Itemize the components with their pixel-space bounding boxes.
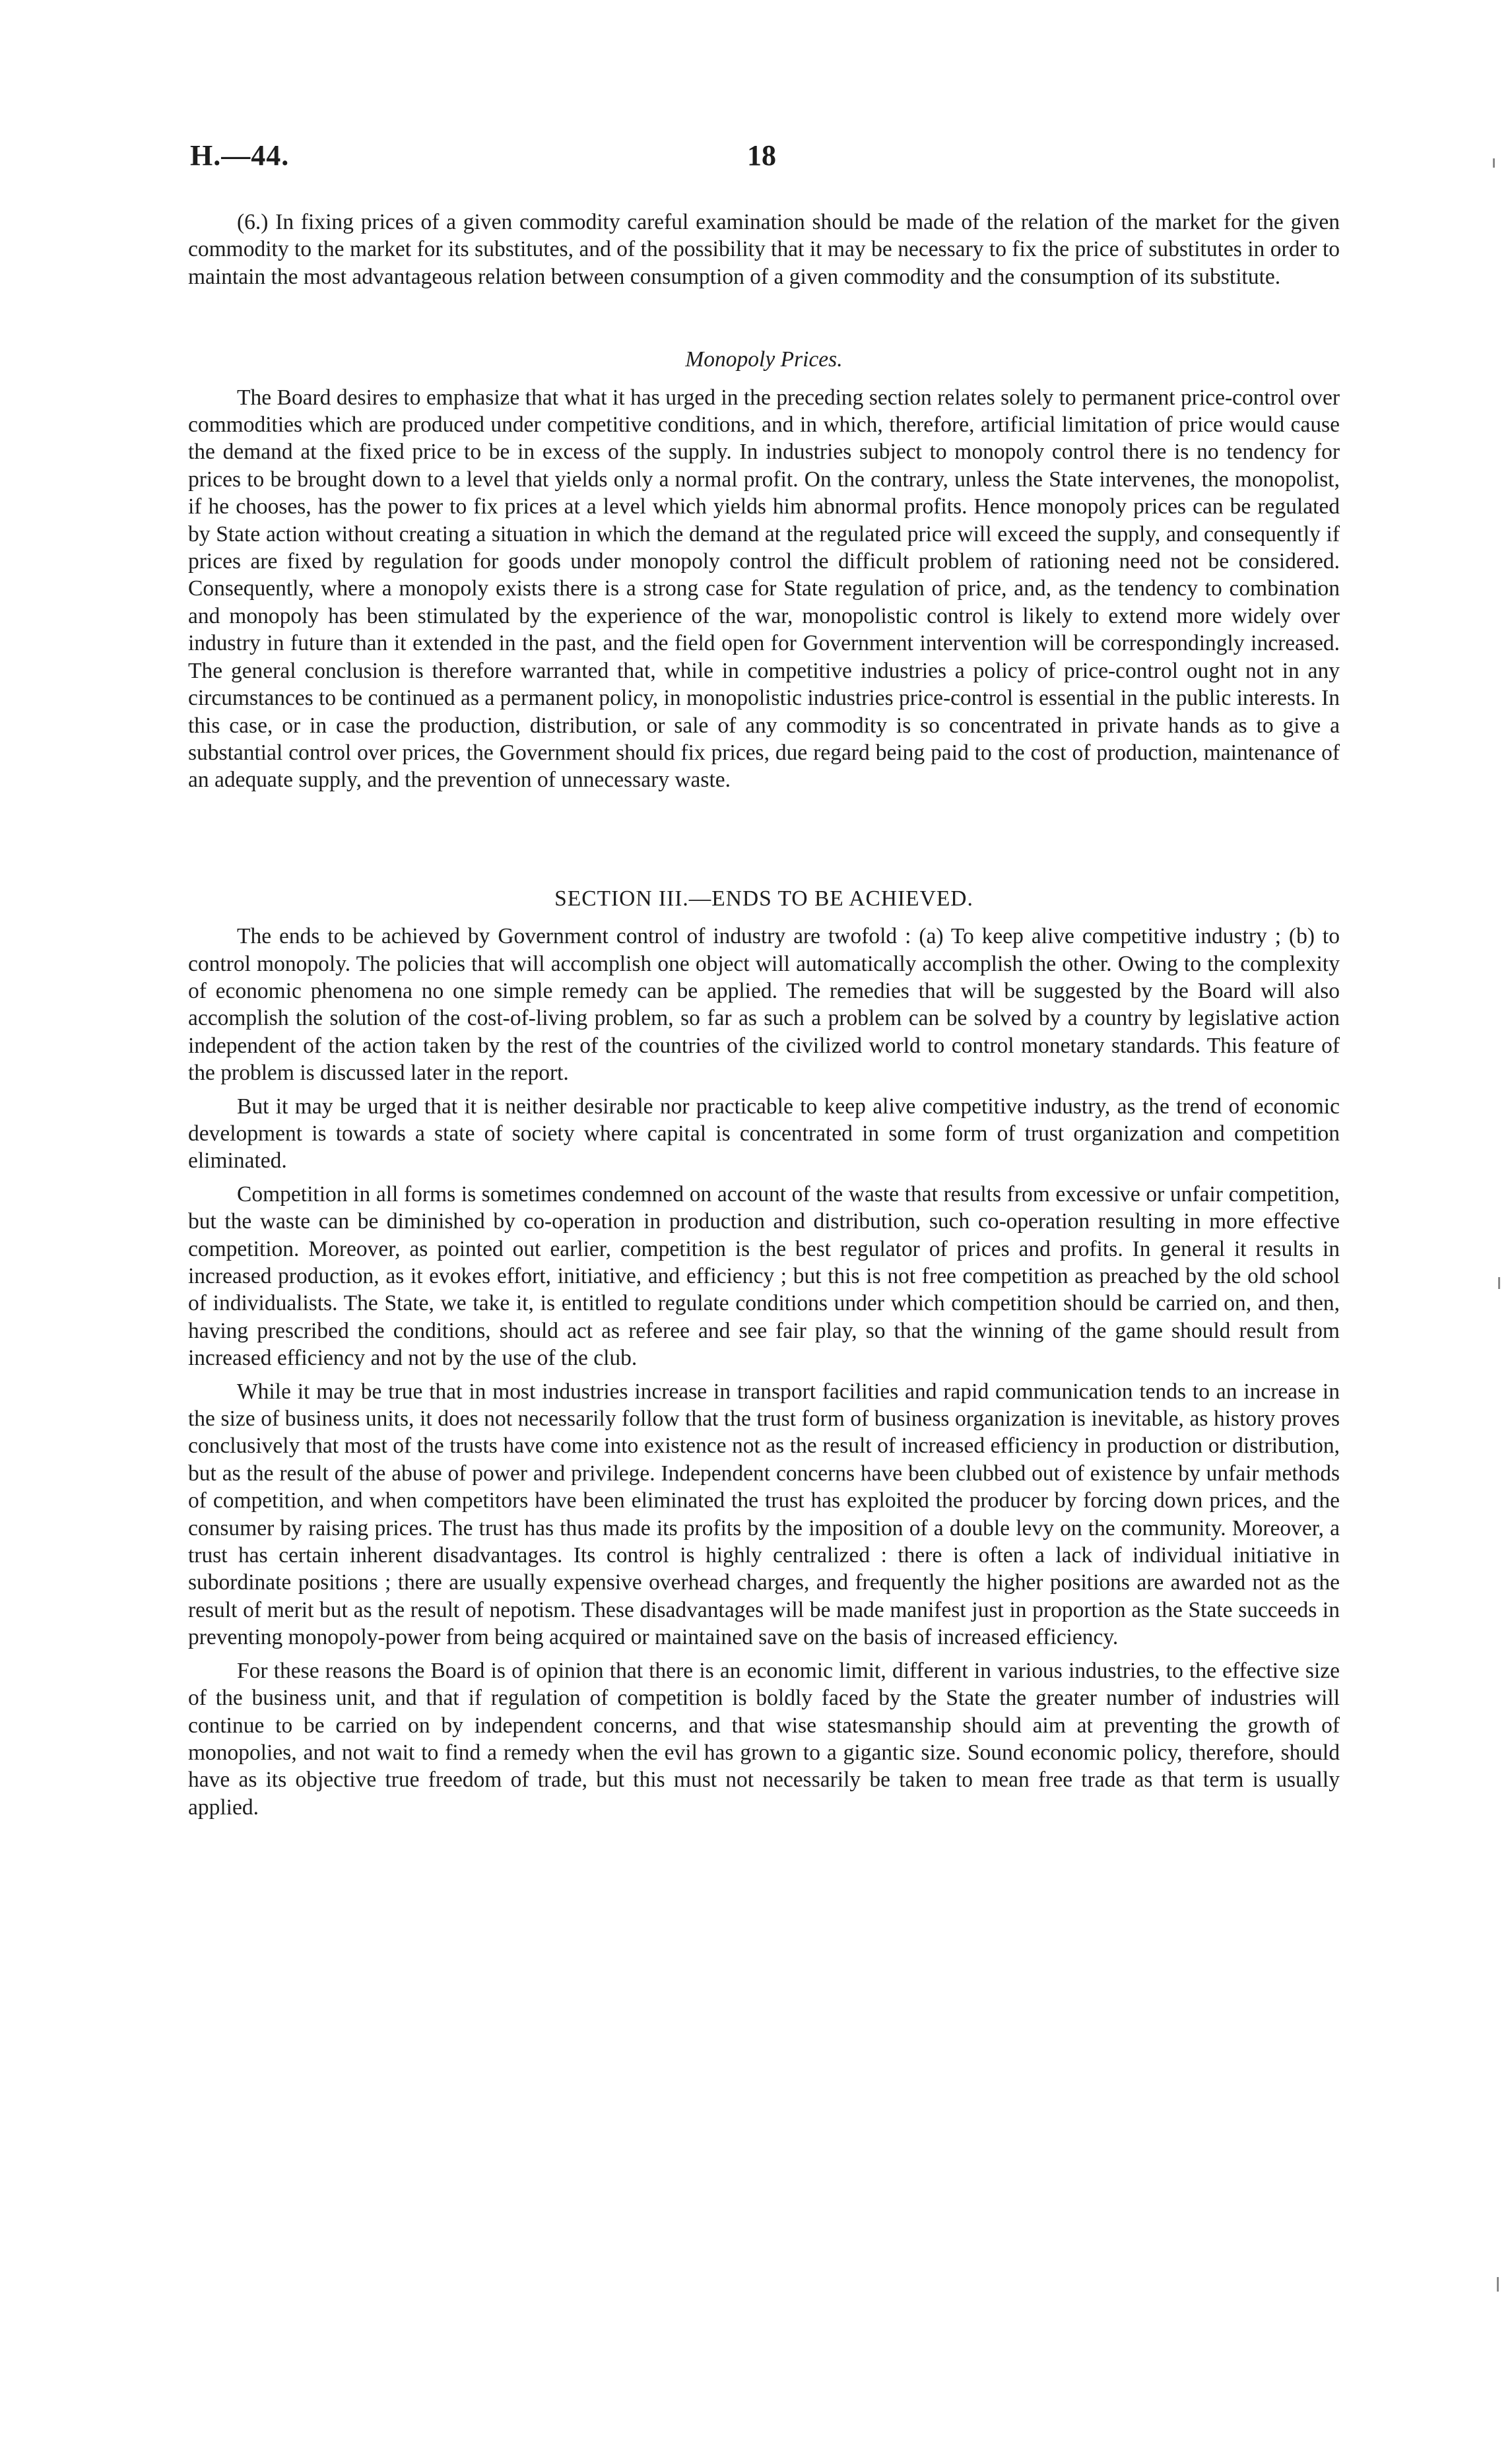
margin-scan-mark <box>1493 158 1495 168</box>
section-paragraph-4: While it may be true that in most industries increase in transport facilities and rapid communication tends to an increase in the size of business units, it does not necessarily follow that the trust form of business organization is inevitable, as history proves conclusively that most of the trusts have come into existence not as the result of increased efficiency in production or distribution, but as the result of the abuse of power and privilege. Independent concerns have been clubbed out of existence by unfair methods of competition, and when competitors have been eliminated the trust has exploited the producer by forcing down prices, and the consumer by raising prices. The trust has thus made its profits by the imposition of a double levy on the community. Moreover, a trust has certain inherent disadvantages. Its control is highly centralized : there is often a lack of individual initiative in subordinate positions ; there are usually expensive overhead charges, and frequently the higher positions are awarded not as the result of merit but as the result of nepotism. These disadvantages will be made manifest just in proportion as the State succeeds in preventing monopoly-power from being acquired or maintained save on the basis of increased efficiency. <box>188 1379 1340 1650</box>
section-paragraph-3: Competition in all forms is sometimes condemned on account of the waste that results from excessive or unfair competition, but the waste can be diminished by co-operation in production and distribution, such co-operation resulting in more effective competition. Moreover, as pointed out earlier, competition is the best regulator of prices and profits. In general it results in increased production, as it evokes effort, initiative, and efficiency ; but this is not free competition as preached by the old school of individualists. The State, we take it, is entitled to regulate conditions under which competition should be carried on, and then, having prescribed the conditions, should act as referee and see fair play, so that the winning of the game should result from increased efficiency and not by the use of the club. <box>188 1181 1340 1371</box>
document-reference: H.—44. <box>190 139 290 172</box>
margin-scan-mark <box>1497 2277 1499 2292</box>
margin-scan-mark <box>1498 1277 1500 1289</box>
section-paragraph-5: For these reasons the Board is of opinion that there is an economic limit, different in various industries, to the effective size of the business unit, and that if regulation of competition is boldly faced by the State the greater number of industries will continue to be carried on by independent concerns, and that wise statesmanship should aim at preventing the growth of monopolies, and not wait to find a remedy when the evil has grown to a gigantic size. Sound economic policy, therefore, should have as its objective true freedom of trade, but this must not necessarily be taken to mean free trade as that term is usually applied. <box>188 1658 1340 1820</box>
section-three-heading: SECTION III.—ENDS TO BE ACHIEVED. <box>554 886 973 911</box>
intro-paragraph: (6.) In fixing prices of a given commodity careful examination should be made of the relation of the market for the given commodity to the market for its substitutes, and of the possibility that it may be necessary to fix the price of substitutes in order to maintain the most advantageous relation between consumption of a given commodity and the consumption of its substitute. <box>188 210 1340 289</box>
section-paragraph-1: The ends to be achieved by Government control of industry are twofold : (a) To keep alive competitive industry ; (b) to control monopoly. The policies that will accomplish one object will automatically accomplish the other. Owing to the complexity of economic phenomena no one simple remedy can be applied. The remedies that will be suggested by the Board will also accomplish the solution of the cost-of-living problem, so far as such a problem can be solved by a country by legislative action independent of the action taken by the rest of the countries of the civilized world to control monetary standards. This feature of the problem is discussed later in the report. <box>188 924 1340 1086</box>
document-body <box>188 209 1340 1827</box>
section-paragraph-2: But it may be urged that it is neither desirable nor practicable to keep alive competitive industry, as the trend of economic development is towards a state of society where capital is concentrated in some form of trust organization and competition eliminated. <box>188 1094 1340 1174</box>
monopoly-paragraph: The Board desires to emphasize that what it has urged in the preceding section relates solely to permanent price-control over commodities which are produced under competitive conditions, and in which, therefore, artificial limitation of price would cause the demand at the fixed price to be in excess of the supply. In industries subject to monopoly control there is no tendency for prices to be brought down to a level that yields only a normal profit. On the contrary, unless the State intervenes, the monopolist, if he chooses, has the power to fix prices at a level which yields him abnormal profits. Hence monopoly prices can be regulated by State action without creating a situation in which the demand at the regulated price will exceed the supply, and consequently if prices are fixed by regulation for goods under monopoly control the difficult problem of rationing need not be considered. Consequently, where a monopoly exists there is a strong case for State regulation of price, and, as the tendency to combination and monopoly has been stimulated by the experience of the war, monopolistic control is likely to extend more widely over industry in future than it extended in the past, and the field open for Government intervention will be correspondingly increased. The general conclusion is therefore warranted that, while in competitive industries a policy of price-control ought not in any circumstances to be continued as a permanent policy, in monopolistic industries price-control is essential in the public interests. In this case, or in case the production, distribution, or sale of any commodity is so concentrated in private hands as to give a substantial control over prices, the Government should fix prices, due regard being paid to the cost of production, maintenance of an adequate supply, and the prevention of unnecessary waste. <box>188 385 1340 793</box>
monopoly-prices-heading: Monopoly Prices. <box>685 347 843 372</box>
page-number: 18 <box>747 139 776 172</box>
